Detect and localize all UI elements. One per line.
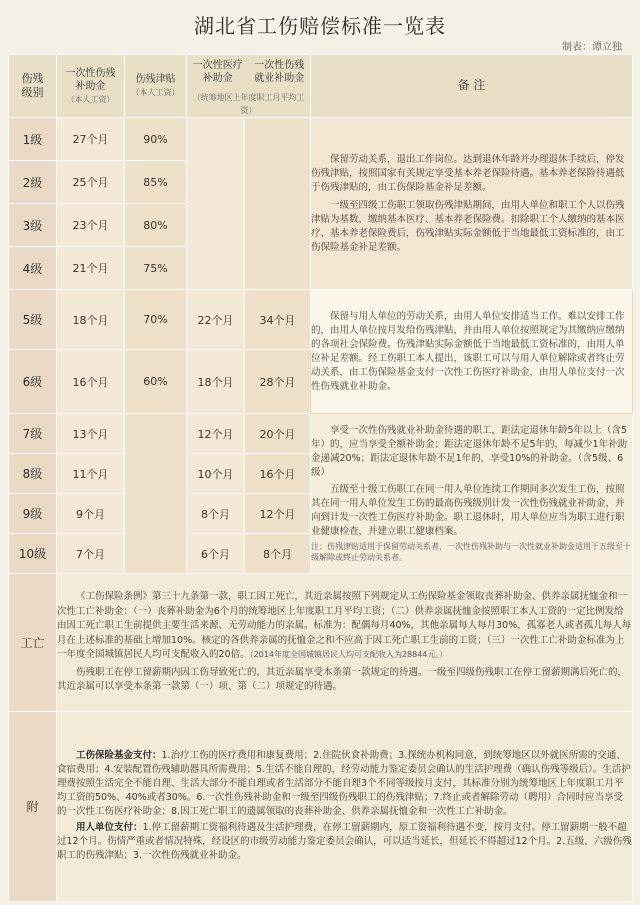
- employment-subsidy-cell: 16个月: [245, 454, 311, 494]
- medical-subsidy-cell: 8个月: [187, 494, 245, 534]
- level-cell: 7级: [9, 414, 57, 454]
- disability-allowance-cell: 60%: [125, 350, 187, 414]
- work-death-text: [57, 574, 633, 712]
- employer-payments-title: 用人单位支付：: [76, 821, 143, 833]
- level-cell: 3级: [9, 204, 57, 247]
- level-cell: 1级: [9, 118, 57, 161]
- one-time-disability-cell: 11个月: [57, 454, 125, 494]
- disability-allowance-cell: 90%: [125, 118, 187, 161]
- disability-allowance-cell: [125, 414, 187, 574]
- level-cell: 8级: [9, 454, 57, 494]
- one-time-disability-cell: 16个月: [57, 350, 125, 414]
- one-time-disability-cell: 13个月: [57, 414, 125, 454]
- level-cell: 5级: [9, 290, 57, 350]
- header-disability-allowance: 伤残津贴 （本人工资）: [125, 55, 187, 118]
- header-note: 备 注: [311, 55, 633, 118]
- table-row-appendix: [9, 712, 633, 902]
- one-time-disability-cell: 25个月: [57, 161, 125, 204]
- medical-subsidy-cell: 22个月: [187, 290, 245, 350]
- header-employment-subsidy: 一次性伤残 就业补助金: [254, 60, 305, 84]
- one-time-disability-cell: 7个月: [57, 534, 125, 574]
- employment-subsidy-cell: 28个月: [245, 350, 311, 414]
- work-death-paragraph-1: 《工伤保险条例》第三十九条第一款，职工因工死亡，其近亲属按照下列规定从工伤保险基金领取丧葬补助金、供养亲属抚恤金和一次性工亡补助金：（一）丧葬补助金为6个月的统筹地区上年度职工月平均工资；（二）供养亲属抚恤金按照职工本人工资的一定比例发给由因工死亡职工生前提供主要生活来源、无劳动能力的亲属。标准为：配偶每月40%，其他亲属每人每月30%，孤寡老人或者孤儿每人每月在上述标准的基础上增加10%。核定的各供养亲属的抚恤金之和不应高于因工死亡职工生前的工资；（三）一次性工亡补助金标准为上一年度全国城镇居民人均可支配收入的20倍。（2014年度全国城镇居民人均可支配收入为28844元。）: [57, 591, 632, 661]
- medical-subsidy-cell: 10个月: [187, 454, 245, 494]
- employment-subsidy-cell: 20个月: [245, 414, 311, 454]
- note-1-4-paragraph-1: 保留劳动关系，退出工作岗位。达到退休年龄并办理退休手续后，停发伤残津贴，按照国家有关规定享受基本养老保险待遇。基本养老保险待遇低于伤残津贴的，由工伤保险基金补足差额。: [311, 153, 625, 193]
- fund-payments-title: 工伤保险基金支付：: [76, 749, 162, 761]
- level-cell: 9级: [9, 494, 57, 534]
- disability-allowance-cell: 70%: [125, 290, 187, 350]
- employment-subsidy-cell: 12个月: [245, 494, 311, 534]
- disability-allowance-cell: 80%: [125, 204, 187, 247]
- medical-subsidy-cell: 6个月: [187, 534, 245, 574]
- employment-subsidy-cell: 34个月: [245, 290, 311, 350]
- table-row-level-7: [9, 414, 633, 454]
- table-row-work-death: [9, 574, 633, 712]
- note-7-10-paragraph-2: 五级至十级工伤职工在同一用人单位连续工作期间多次发生工伤，按照其在同一用人单位发生工伤的最高伤残级别计发一次性伤残就业补助金，并向到计发一次性工伤医疗补助金。职工退休时，用人单位应当为职工进行职业健康检查，并建立职工健康档案。: [311, 484, 625, 537]
- disability-allowance-cell: 75%: [125, 247, 187, 290]
- employer-payments: 用人单位支付：1.停工留薪期工资福利待遇及生活护理费，在停工留薪期内，原工资福利待遇不变，按月支付。停工留薪期一般不超过12个月。伤情严重或者情况特殊，经设区的市级劳动能力鉴定委员会确认，可以适当延长，但延长不得超过12个月。2.五级、六级伤残职工的伤残津贴；3.一次性伤残就业补助金。: [57, 821, 632, 861]
- note-1-4-paragraph-2: 一级至四级工伤职工领取伤残津贴期间，由用人单位和职工个人以伤残津贴为基数，缴纳基本医疗、基本养老保险费。扣除职工个人缴纳的基本医疗、基本养老保险费后，伤残津贴实际金额低于当地最低工资标准的，由工伤保险基金补足差额。: [311, 199, 625, 253]
- note-levels-7-10: [311, 414, 633, 574]
- note-levels-5-6: [311, 290, 633, 414]
- work-death-paragraph-2: 伤残职工在停工留薪期内因工伤导致死亡的，其近亲属享受本条第一款规定的待遇。一级至四级伤残职工在停工留薪期满后死亡的，其近亲属可以享受本条第一款第（一）项、第（二）项规定的待遇。: [57, 666, 628, 693]
- fund-payments: 工伤保险基金支付：1.治疗工伤的医疗费用和康复费用；2.住院伙食补助费；3.探统办机构同意，到统筹地区以外就医所需的交通、食宿费用；4.安装配置伤残辅助器具所需费用；5.生活不能自理的，经劳动能力鉴定委员会确认的生活护理费（确认伤残等级后）。生活护理费按照生活完全不能自理、生活大部分不能自理或者生活部分不能自理3个不同等级按月支付，其标准分别为统筹地区上年度职工月平均工资的50%、40%或者30%。6.一次性伤残补助金和一级至四级伤残职工的伤残津贴；7.终止或者解除劳动（聘用）合同时应当享受的一次性工伤医疗补助金；8.因工死亡职工的遗属领取的丧葬补助金、供养亲属抚恤金和一次性工亡补助金。: [57, 749, 631, 817]
- note-levels-1-4: [311, 118, 633, 290]
- header-one-time-disability: 一次性伤残 补助金 （本人工资）: [57, 55, 125, 118]
- disability-allowance-cell: 85%: [125, 161, 187, 204]
- one-time-disability-cell: 27个月: [57, 118, 125, 161]
- one-time-disability-cell: 23个月: [57, 204, 125, 247]
- table-row-level-1: [9, 118, 633, 161]
- employment-subsidy-cell: [245, 118, 311, 290]
- medical-subsidy-cell: 12个月: [187, 414, 245, 454]
- medical-subsidy-cell: [187, 118, 245, 290]
- compensation-table: [8, 54, 633, 902]
- header-cd-basis: （统筹地区上年度职工月平均工资）: [192, 93, 305, 115]
- medical-subsidy-cell: 18个月: [187, 350, 245, 414]
- level-cell: 10级: [9, 534, 57, 574]
- author-credit: 制表：谭立独: [562, 42, 622, 53]
- note-5-6-paragraph: 保留与用人单位的劳动关系，由用人单位安排适当工作。难以安排工作的，由用人单位按月发给伤残津贴，并由用人单位按照规定为其缴纳应缴纳的各项社会保险费。伤残津贴实际金额低于当地最低工资标准的，由用人单位补足差额。经工伤职工本人提出，该职工可以与用人单位解除或者终止劳动关系，由工伤保险基金支付一次性工伤医疗补助金，由用人单位支付一次性伤残就业补助金。: [311, 310, 625, 392]
- table-header-row: [9, 55, 633, 118]
- employment-subsidy-cell: 8个月: [245, 534, 311, 574]
- income-footnote: （2014年度全国城镇居民人均可支配收入为28844元。）: [249, 650, 448, 660]
- level-cell: 2级: [9, 161, 57, 204]
- appendix-text: [57, 712, 633, 902]
- level-cell: 4级: [9, 247, 57, 290]
- header-medical-subsidy: 一次性医疗 补助金: [192, 60, 243, 84]
- level-cell: 6级: [9, 350, 57, 414]
- note-7-10-footnote: 注：伤残津贴适用于保留劳动关系者，一次性伤残补助与一次性就业补助金适用于五级至十级解除或终止劳动关系者。: [311, 542, 631, 562]
- one-time-disability-cell: 18个月: [57, 290, 125, 350]
- table-row-level-5: [9, 290, 633, 350]
- one-time-disability-cell: 9个月: [57, 494, 125, 534]
- header-level: 伤残 级别: [9, 55, 57, 118]
- one-time-disability-cell: 21个月: [57, 247, 125, 290]
- page-title: 湖北省工伤赔偿标准一览表: [194, 14, 446, 38]
- work-death-label: 工亡: [9, 574, 57, 712]
- note-7-10-paragraph-1: 享受一次性伤残就业补助金待遇的职工，距法定退休年龄5年以上（含5年）的，应当享受全额补助金；距法定退休年龄不足5年的，每减少1年补助金递减20%；距法定退休年龄不足1年的，享受10%的补助金。（含5级、6级）: [311, 425, 628, 478]
- appendix-label: 附: [9, 712, 57, 902]
- header-medical-employment: [187, 55, 311, 118]
